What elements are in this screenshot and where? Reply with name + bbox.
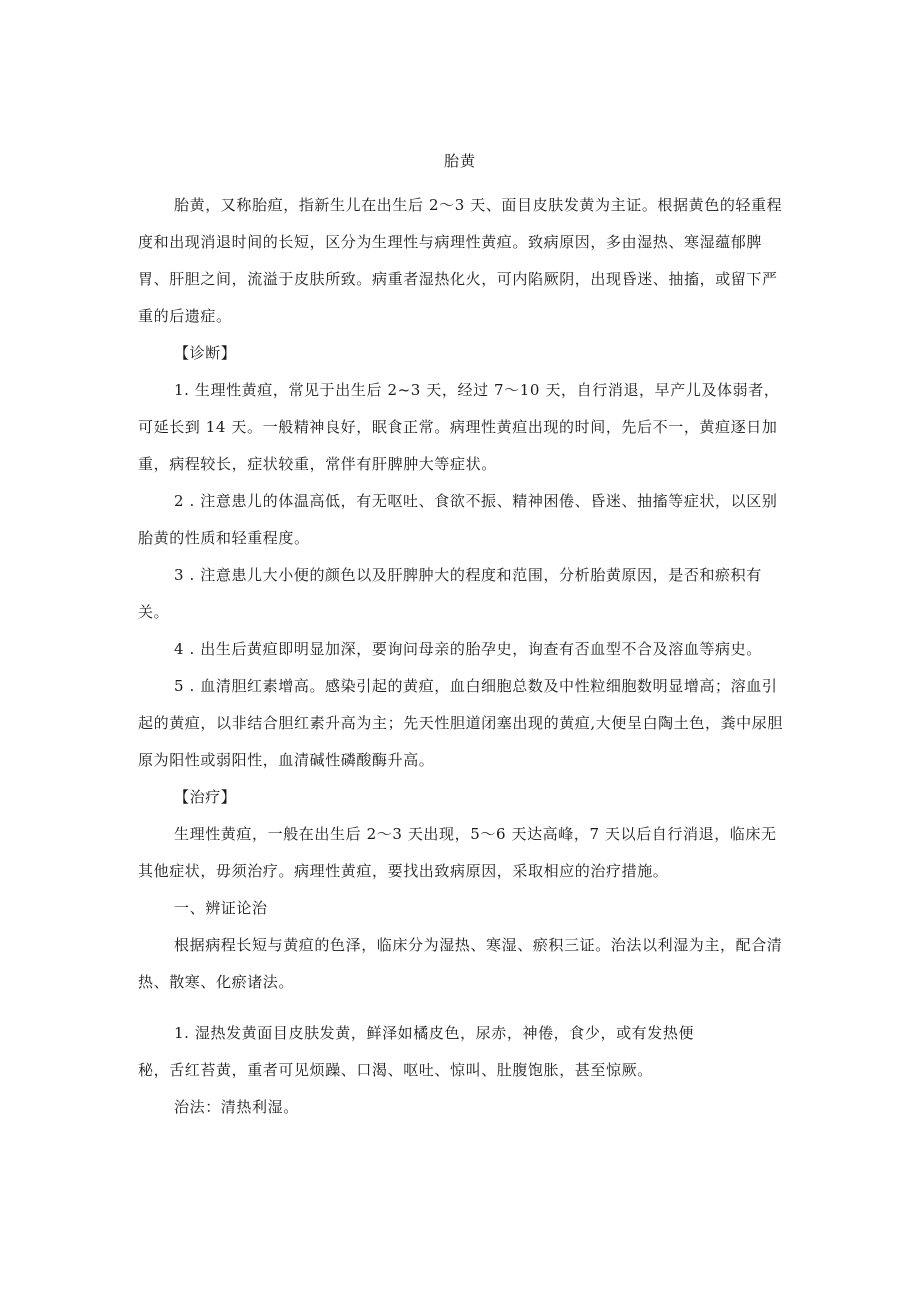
diagnosis-item-3: 3 . 注意患儿大小便的颜色以及肝脾肿大的程度和范围，分析胎黄原因，是否和瘀积有关。: [138, 566, 762, 621]
damp-heat-line-2: 秘，舌红苔黄，重者可见烦躁、口渴、呕吐、惊叫、肚腹饱胀，甚至惊厥。: [138, 1061, 653, 1079]
syndrome-differentiation-heading: 一、辨证论治: [174, 899, 268, 917]
treatment-heading: 【治疗】: [174, 788, 237, 806]
diagnosis-item-5: 5 . 血清胆红素增高。感染引起的黄疸，血白细胞总数及中性粒细胞数明显增高；溶血引起的黄疸，以非结合胆红素升高为主；先天性胆道闭塞出现的黄疸,大便呈白陶土色，粪中尿胆原为阳性或弱阳性，血清碱性磷酸酶升高。: [138, 677, 783, 769]
damp-heat-line-1: 1. 湿热发黄面目皮肤发黄，鲜泽如橘皮色，尿赤，神倦，食少，或有发热便: [174, 1024, 695, 1042]
diagnosis-heading: 【诊断】: [174, 344, 237, 362]
syndrome-differentiation-paragraph: 根据病程长短与黄疸的色泽，临床分为湿热、寒湿、瘀积三证。治法以利湿为主，配合清热、散寒、化瘀诸法。: [138, 936, 783, 991]
diagnosis-item-4: 4 . 出生后黄疸即明显加深，要询问母亲的胎孕史，询查有否血型不合及溶血等病史。: [174, 640, 762, 658]
treatment-method: 治法：清热利湿。: [174, 1098, 299, 1116]
diagnosis-item-2: 2 . 注意患儿的体温高低，有无呕吐、食欲不振、精神困倦、昏迷、抽搐等症状，以区别胎黄的性质和轻重程度。: [138, 492, 778, 547]
document-body: [138, 187, 788, 1126]
intro-paragraph: 胎黄，又称胎疸，指新生儿在出生后 2～3 天、面目皮肤发黄为主证。根据黄色的轻重程度和出现消退时间的长短，区分为生理性与病理性黄疸。致病原因，多由湿热、寒湿蕴郁脾胃、肝胆之间，流溢于皮肤所致。病重者湿热化火，可内陷厥阴，出现昏迷、抽搐，或留下严重的后遗症。: [138, 196, 783, 325]
document-title: 胎黄: [443, 152, 476, 170]
diagnosis-item-1: 1. 生理性黄疸，常见于出生后 2~3 天，经过 7～10 天，自行消退，早产儿及体弱者，可延长到 14 天。一般精神良好，眠食正常。病理性黄疸出现的时间，先后不一，黄疸逐日加重，病程较长，症状较重，常伴有肝脾肿大等症状。: [138, 381, 780, 473]
treatment-paragraph: 生理性黄疸，一般在出生后 2～3 天出现，5～6 天达高峰，7 天以后自行消退，临床无其他症状，毋须治疗。病理性黄疸，要找出致病原因，采取相应的治疗措施。: [138, 825, 777, 880]
